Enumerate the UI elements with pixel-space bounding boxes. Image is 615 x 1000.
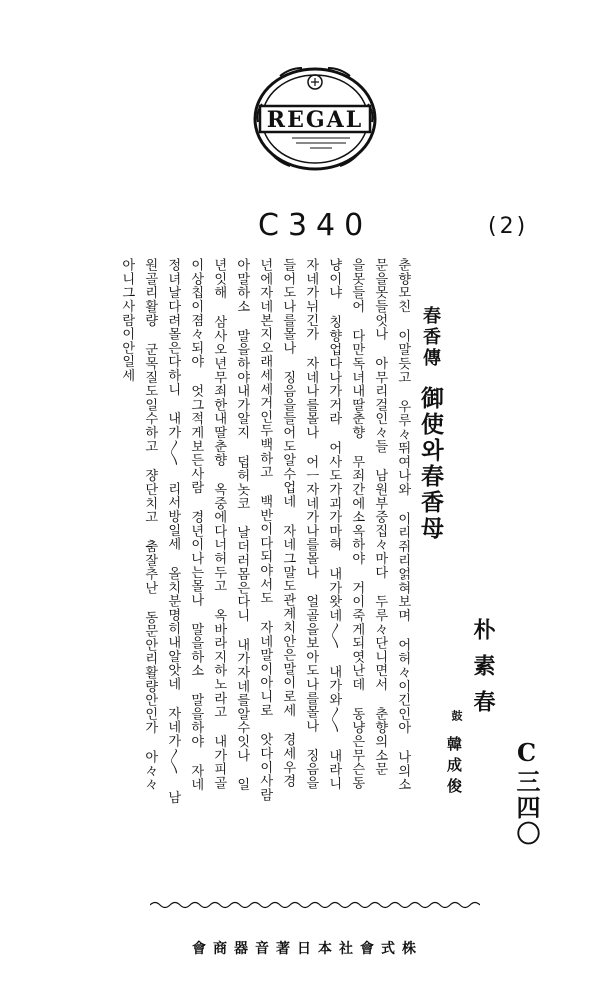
lyric-line-10: 이상칩이졈々되야 엇그적게보든사람 경년이나는몰나 말을하소 말을하야 자네 [188,258,204,792]
lyric-line-11: 정녀날다려몰은다하니 내가〳〵 리서방일세 올치분명히내알앗네 자네가〳〵 남 [165,258,181,804]
lyric-line-5: 자네가뉘긴가 자네나를몰나 어ㅡ자네가나를몰나 얼골을보아도나를몰나 징음을 [303,258,319,790]
singer-primary: 朴素春 [470,618,496,726]
lyrics-block [86,258,556,868]
regal-seal-icon [250,64,380,174]
lyric-line-13: 아니그사람이안일세 [119,258,135,383]
lyric-line-3: 을못들어 다만독녀내딸춘향 무죄간에소옥하야 거이죽게되엿난데 동냥은무슨동 [349,258,365,790]
regal-brand-text: REGAL [266,107,364,133]
regal-label-logo [250,64,380,174]
lyric-line-7: 넌에자네본지오래세세거인두백하고 백반이다되야서도 자네말이아니로 앗다이사람 [257,258,273,802]
side-number: (2) [488,214,529,239]
series-title: 春香傳 [420,306,441,369]
lyric-line-6: 들어도나를몰나 징음을들어도알수업네 자네그말도관계치안은말이로세 경세우경 [280,258,296,788]
song-title: 御使와春香母 [417,386,444,542]
drum-mark: 鼓 [450,710,463,721]
lyric-line-4: 냥이냐 칭향업다나가거라 어사도가괴가마혀 내가왓네〳〵 내가와〳〵 내라니 [326,258,342,791]
lyric-line-12: 원골리활량 군목질도일수하고 쟝단치고 춤잘추난 동문안리활량안인가 아々々 [142,258,158,792]
lyric-line-8: 아말하소 말을하야내가알지 덥허놋코 날더러몸은다니 내가자네를알수잇나 일 [234,258,250,792]
lyric-line-9: 년잇해 삼사오년무죄한내딸춘향 옥중에다너허두고 옥바라지하노라고 내가피골 [211,258,227,790]
lyric-line-1: 춘향모친 이말듯고 우루々뛰여나와 이리쥐리얽혀보며 어허々이긴인아 나의소 [395,258,411,792]
catalog-number-hanja: C三四〇 [512,738,541,847]
publisher-footer: 會商器音著日本社會式株 [192,941,423,957]
ornamental-divider [150,900,480,910]
singer-secondary: 韓成俊 [445,736,463,799]
lyric-line-2: 문을못들엇나 아무리걸인々들 남원부중집々마다 두루々단니면서 춘향의소문 [372,258,388,776]
catalog-number: C340 [258,208,373,243]
